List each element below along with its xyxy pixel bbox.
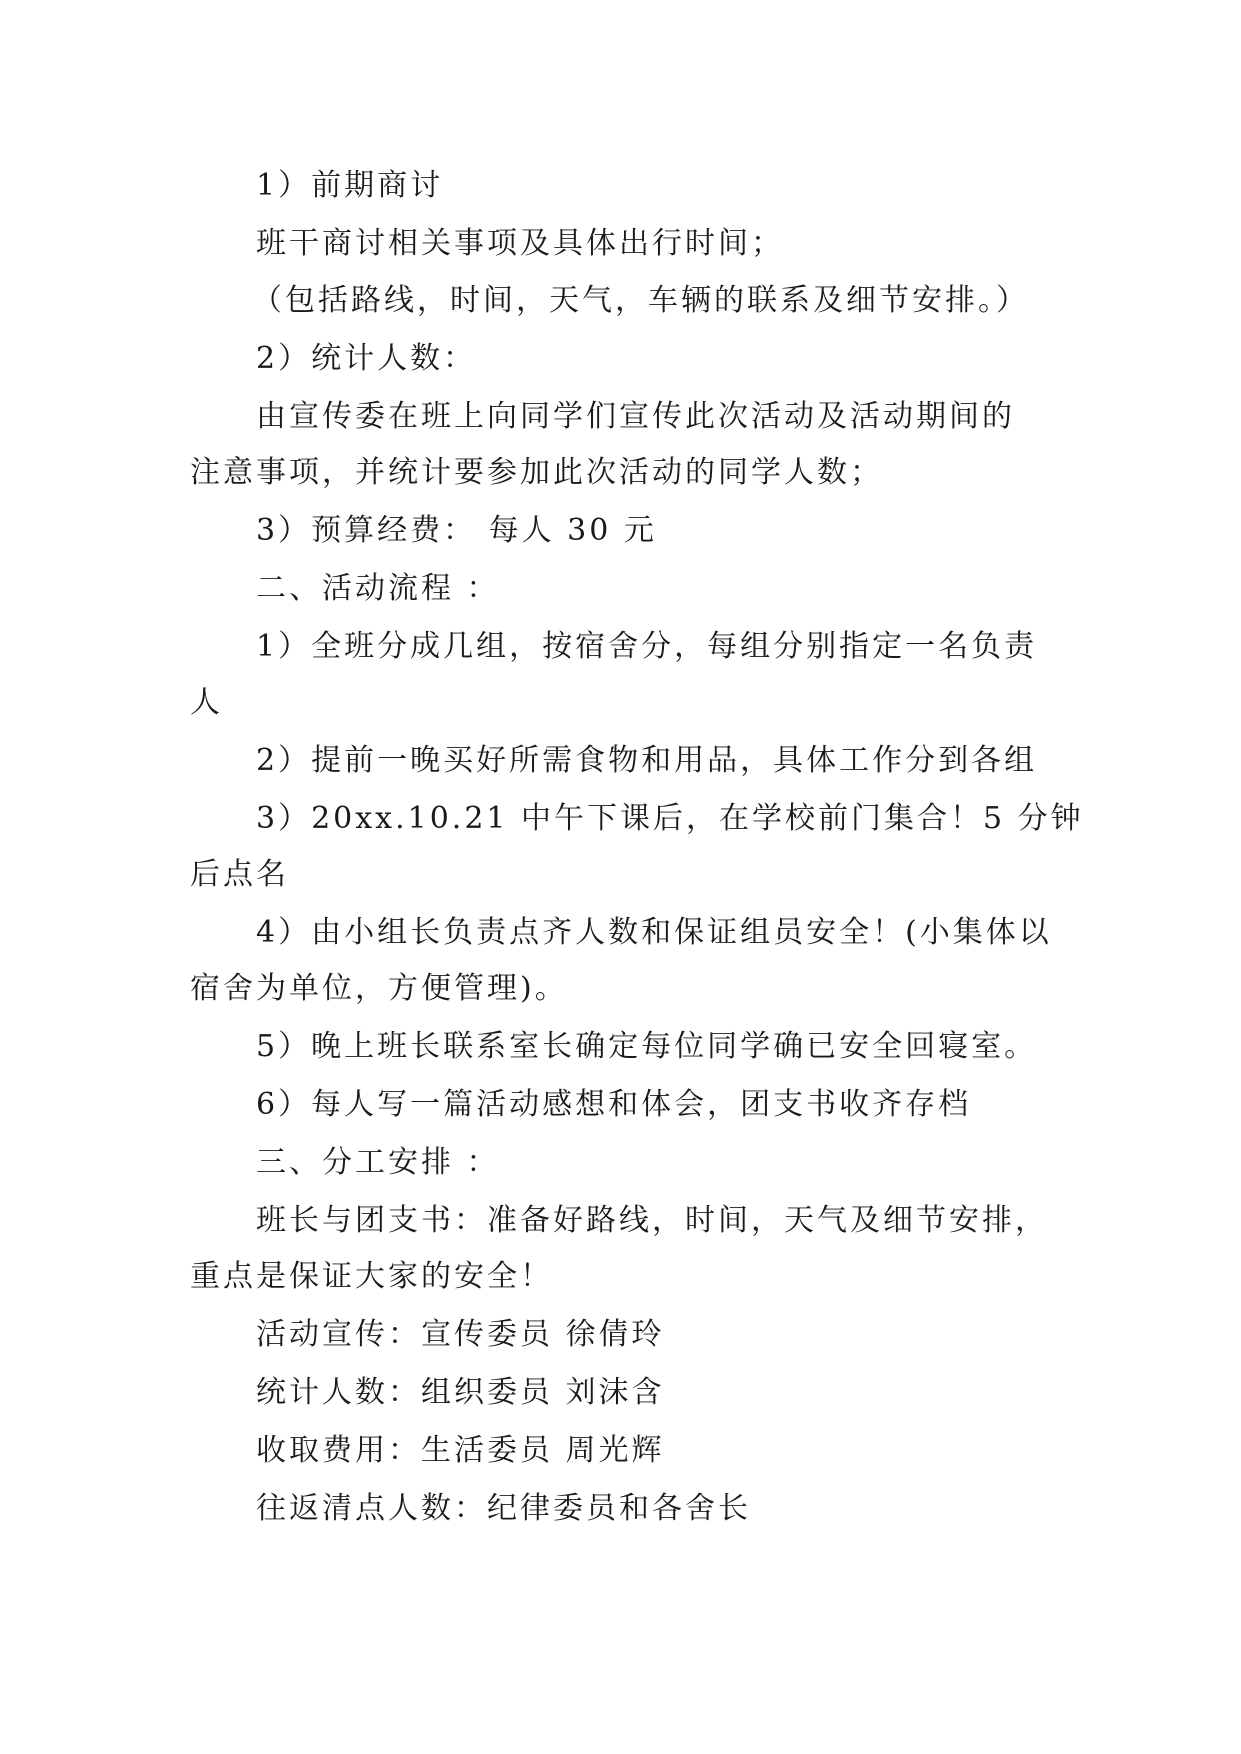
- text-line: （包括路线，时间，天气，车辆的联系及细节安排。）: [252, 283, 1029, 318]
- text-line: 2）统计人数：: [256, 341, 477, 376]
- text-line: 注意事项，并统计要参加此次活动的同学人数；: [190, 455, 883, 490]
- text-line: 由宣传委在班上向同学们宣传此次活动及活动期间的: [256, 399, 1015, 434]
- text-line: 班长与团支书：准备好路线，时间，天气及细节安排，: [256, 1203, 1048, 1238]
- text-line: 重点是保证大家的安全！: [190, 1259, 553, 1294]
- text-line: 1）前期商讨: [256, 168, 444, 203]
- text-line: 统计人数：组织委员 刘沫含: [256, 1375, 665, 1410]
- text-line: 4）由小组长负责点齐人数和保证组员安全！(小集体以: [256, 915, 1052, 950]
- section-heading: 三、分工安排 ：: [256, 1145, 500, 1180]
- text-line: 活动宣传：宣传委员 徐倩玲: [256, 1317, 665, 1352]
- text-line: 人: [190, 685, 223, 720]
- text-line: 往返清点人数：纪律委员和各舍长: [256, 1491, 751, 1526]
- text-line: 收取费用：生活委员 周光辉: [256, 1433, 665, 1468]
- text-line: 5）晚上班长联系室长确定每位同学确已安全回寝室。: [256, 1029, 1038, 1064]
- section-heading: 二、活动流程 ：: [256, 571, 500, 606]
- text-line: 后点名: [190, 857, 289, 892]
- text-line: 3）预算经费： 每人 30 元: [256, 513, 657, 548]
- text-line: 1）全班分成几组，按宿舍分，每组分别指定一名负责: [256, 629, 1038, 664]
- text-line: 班干商讨相关事项及具体出行时间；: [256, 226, 784, 261]
- text-line: 宿舍为单位，方便管理)。: [190, 971, 568, 1006]
- text-line: 6）每人写一篇活动感想和体会，团支书收齐存档: [256, 1087, 972, 1122]
- text-line: 3）20xx.10.21 中午下课后，在学校前门集合！5 分钟: [256, 801, 1084, 836]
- text-line: 2）提前一晚买好所需食物和用品，具体工作分到各组: [256, 743, 1038, 778]
